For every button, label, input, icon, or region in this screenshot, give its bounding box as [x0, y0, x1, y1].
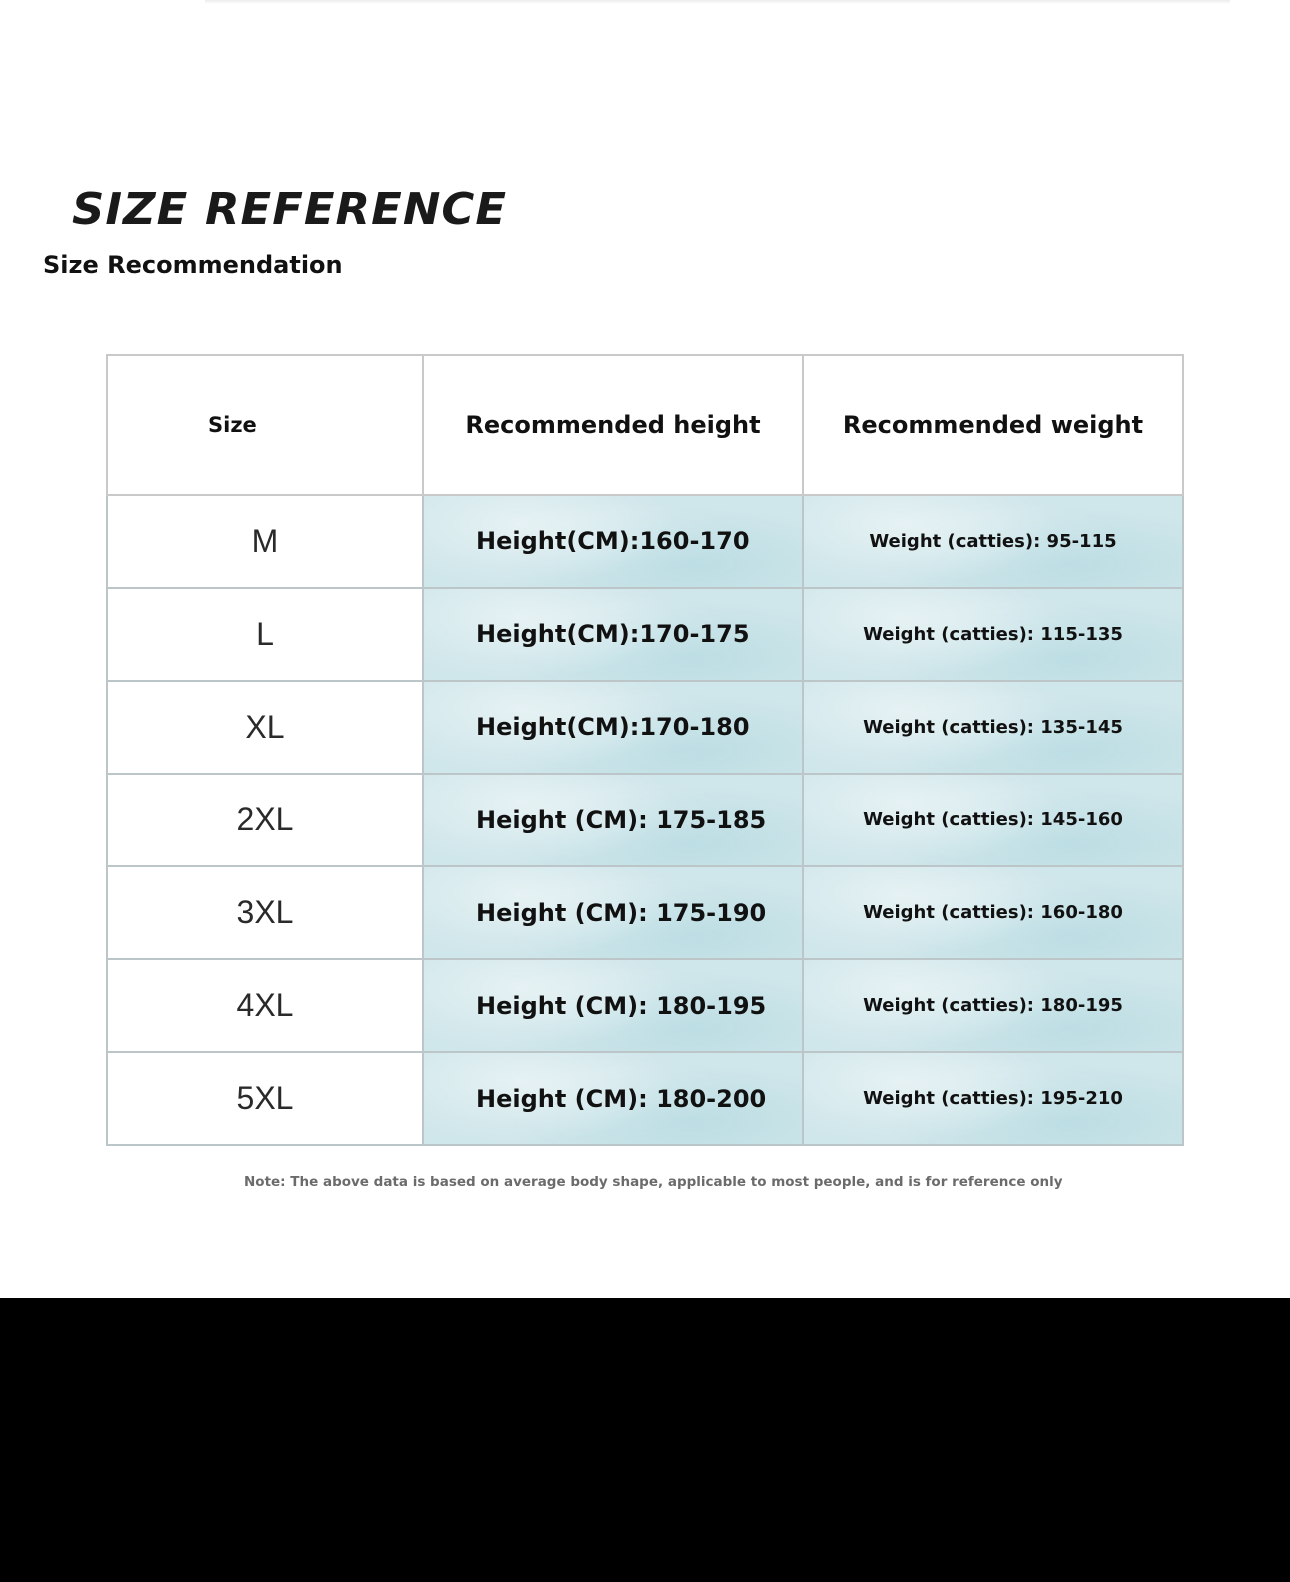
- footer-black-band: [0, 1298, 1290, 1582]
- weight-cell: Weight (catties): 195-210: [803, 1052, 1183, 1145]
- height-cell: Height(CM):170-175: [423, 588, 803, 681]
- height-cell: Height (CM): 175-190: [423, 866, 803, 959]
- table-header-row: [107, 355, 1183, 495]
- size-cell: 2XL: [107, 774, 423, 867]
- header-recommended-height: Recommended height: [423, 355, 803, 495]
- header-recommended-weight: Recommended weight: [803, 355, 1183, 495]
- table-row: [107, 959, 1183, 1052]
- table-row: [107, 588, 1183, 681]
- weight-cell: Weight (catties): 95-115: [803, 495, 1183, 588]
- size-cell: L: [107, 588, 423, 681]
- header-size: Size: [107, 355, 423, 495]
- height-cell: Height (CM): 180-195: [423, 959, 803, 1052]
- table-body: [107, 495, 1183, 1145]
- weight-cell: Weight (catties): 160-180: [803, 866, 1183, 959]
- size-cell: 3XL: [107, 866, 423, 959]
- height-cell: Height (CM): 175-185: [423, 774, 803, 867]
- size-chart-table: [106, 354, 1184, 1146]
- size-cell: XL: [107, 681, 423, 774]
- table-header: [107, 355, 1183, 495]
- size-cell: M: [107, 495, 423, 588]
- table-row: [107, 774, 1183, 867]
- page-title: SIZE REFERENCE: [72, 184, 508, 235]
- table-row: [107, 866, 1183, 959]
- page-subtitle: Size Recommendation: [43, 251, 343, 279]
- height-cell: Height(CM):160-170: [423, 495, 803, 588]
- weight-cell: Weight (catties): 115-135: [803, 588, 1183, 681]
- weight-cell: Weight (catties): 135-145: [803, 681, 1183, 774]
- table-row: [107, 681, 1183, 774]
- height-cell: Height(CM):170-180: [423, 681, 803, 774]
- height-cell: Height (CM): 180-200: [423, 1052, 803, 1145]
- size-cell: 4XL: [107, 959, 423, 1052]
- table-row: [107, 495, 1183, 588]
- disclaimer-note: Note: The above data is based on average body shape, applicable to most people, and is for reference only: [244, 1174, 1063, 1190]
- table-row: [107, 1052, 1183, 1145]
- top-divider: [205, 0, 1230, 4]
- weight-cell: Weight (catties): 145-160: [803, 774, 1183, 867]
- size-cell: 5XL: [107, 1052, 423, 1145]
- weight-cell: Weight (catties): 180-195: [803, 959, 1183, 1052]
